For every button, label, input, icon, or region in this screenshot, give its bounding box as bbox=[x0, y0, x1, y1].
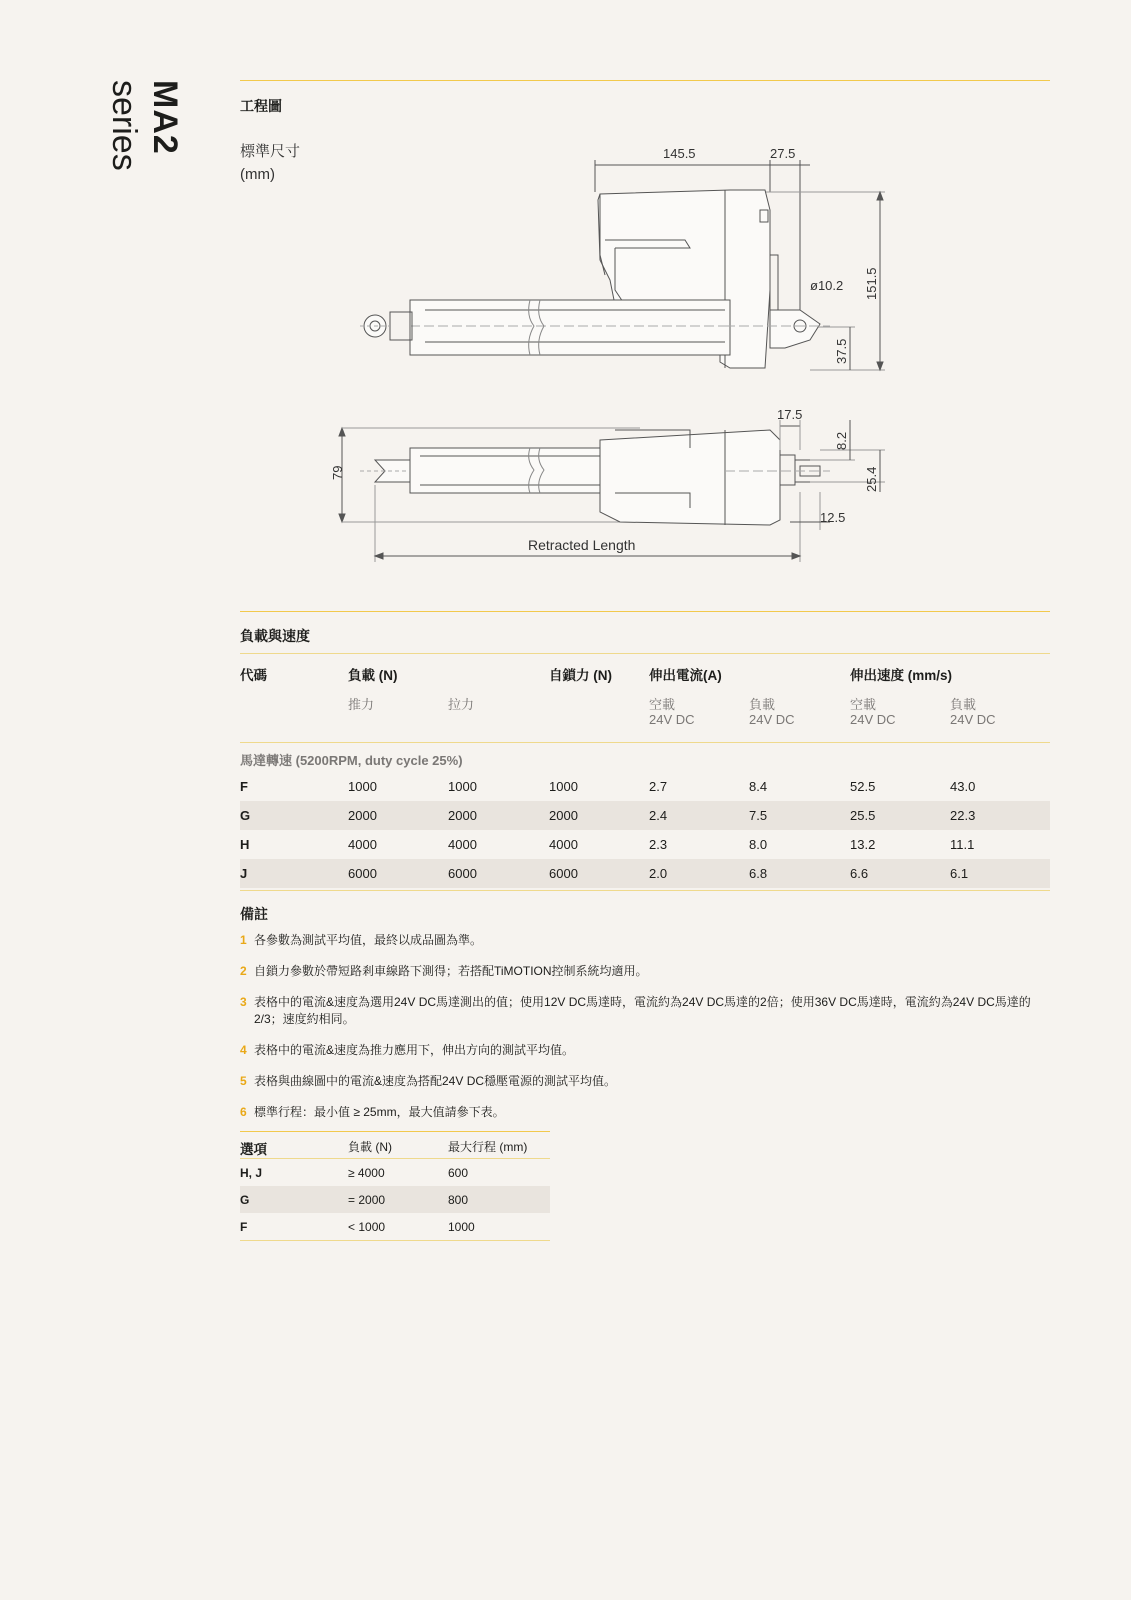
note-number: 1 bbox=[240, 933, 247, 947]
cell-pull: 6000 bbox=[448, 866, 477, 881]
header-voltage: 24V DC bbox=[749, 712, 795, 727]
cell-current-load: 7.5 bbox=[749, 808, 768, 823]
cell-current-load: 8.0 bbox=[749, 837, 768, 852]
notes-list bbox=[240, 932, 1050, 1135]
note-number: 2 bbox=[240, 964, 247, 978]
stroke-cell-load: = 2000 bbox=[348, 1193, 386, 1207]
cell-current-noload: 2.7 bbox=[649, 779, 668, 794]
cell-code: J bbox=[240, 866, 248, 881]
cell-push: 4000 bbox=[348, 837, 377, 852]
cell-lock: 2000 bbox=[549, 808, 578, 823]
dim-retracted: Retracted Length bbox=[528, 537, 636, 553]
header-voltage: 24V DC bbox=[649, 712, 695, 727]
dim-25: 25.4 bbox=[864, 466, 879, 492]
load-speed-title: 負載與速度 bbox=[240, 628, 310, 644]
stroke-cell-max: 800 bbox=[448, 1193, 469, 1207]
cell-speed-load: 11.1 bbox=[950, 837, 975, 852]
dim-8: 8.2 bbox=[834, 431, 849, 450]
cell-speed-noload: 25.5 bbox=[850, 808, 876, 823]
header-current-noload: 空載 bbox=[649, 697, 676, 712]
note-item bbox=[240, 932, 1050, 949]
note-text: 表格中的電流&速度為推力應用下，伸出方向的測試平均值。 bbox=[254, 1043, 575, 1057]
header-current: 伸出電流(A) bbox=[649, 668, 722, 683]
cell-push: 6000 bbox=[348, 866, 377, 881]
cell-current-noload: 2.0 bbox=[649, 866, 668, 881]
engineering-title: 工程圖 bbox=[240, 98, 282, 114]
table-rule bbox=[240, 653, 1050, 654]
cell-speed-noload: 6.6 bbox=[850, 866, 869, 881]
stroke-cell-load: < 1000 bbox=[348, 1220, 386, 1234]
stroke-cell-option: H, J bbox=[240, 1166, 263, 1180]
note-text: 表格與曲線圖中的電流&速度為搭配24V DC穩壓電源的測試平均值。 bbox=[254, 1074, 617, 1088]
motor-row bbox=[240, 743, 1050, 772]
cell-current-load: 6.8 bbox=[749, 866, 768, 881]
cell-speed-load: 6.1 bbox=[950, 866, 969, 881]
note-item bbox=[240, 1104, 1050, 1121]
cell-speed-noload: 13.2 bbox=[850, 837, 876, 852]
notes-title: 備註 bbox=[240, 906, 268, 922]
cell-speed-load: 22.3 bbox=[950, 808, 976, 823]
header-push: 推力 bbox=[348, 697, 375, 712]
table-rule bbox=[240, 890, 1050, 891]
header-self-lock: 自鎖力 (N) bbox=[549, 668, 612, 683]
stroke-cell-max: 600 bbox=[448, 1166, 469, 1180]
dim-10: ø10.2 bbox=[810, 278, 844, 293]
cell-code: F bbox=[240, 779, 248, 794]
table-row bbox=[240, 859, 1050, 888]
section-rule bbox=[240, 611, 1050, 612]
header-speed-load: 負載 bbox=[950, 697, 977, 712]
cell-lock: 6000 bbox=[549, 866, 578, 881]
dim-12: 12.5 bbox=[820, 510, 846, 525]
cell-speed-noload: 52.5 bbox=[850, 779, 876, 794]
stroke-row bbox=[240, 1159, 550, 1186]
table-row bbox=[240, 801, 1050, 830]
header-speed: 伸出速度 (mm/s) bbox=[850, 668, 953, 683]
note-text: 自鎖力參數於帶短路剎車線路下測得；若搭配TiMOTION控制系統均適用。 bbox=[254, 964, 648, 978]
note-number: 5 bbox=[240, 1074, 247, 1088]
cell-lock: 1000 bbox=[549, 779, 578, 794]
cell-push: 2000 bbox=[348, 808, 377, 823]
cell-lock: 4000 bbox=[549, 837, 578, 852]
table-row bbox=[240, 830, 1050, 859]
dim-151: 151.5 bbox=[864, 267, 879, 300]
cell-current-noload: 2.4 bbox=[649, 808, 668, 823]
table-voltage-row bbox=[240, 705, 1050, 734]
dim-17: 17.5 bbox=[777, 407, 803, 422]
header-load: 負載 (N) bbox=[348, 668, 398, 683]
engineering-drawing bbox=[330, 130, 910, 570]
header-pull: 拉力 bbox=[448, 697, 475, 712]
header-voltage: 24V DC bbox=[950, 712, 996, 727]
dim-79: 79 bbox=[330, 465, 345, 480]
table-header-row bbox=[240, 657, 1050, 686]
stroke-rule bbox=[240, 1240, 550, 1241]
motor-spec: 馬達轉速 (5200RPM, duty cycle 25%) bbox=[240, 753, 463, 768]
note-item bbox=[240, 1073, 1050, 1090]
note-text: 表格中的電流&速度為選用24V DC馬達測出的值；使用12V DC馬達時，電流約為24V DC馬達的2倍；使用36V DC馬達時，電流約為24V DC馬達的2/3；速度約相同。 bbox=[254, 995, 1031, 1026]
cell-speed-load: 43.0 bbox=[950, 779, 976, 794]
header-voltage: 24V DC bbox=[850, 712, 896, 727]
section-rule bbox=[240, 80, 1050, 81]
series-label: series bbox=[105, 80, 143, 171]
note-number: 6 bbox=[240, 1105, 247, 1119]
note-number: 3 bbox=[240, 995, 247, 1009]
cell-code: H bbox=[240, 837, 250, 852]
note-number: 4 bbox=[240, 1043, 247, 1057]
stroke-cell-option: F bbox=[240, 1220, 248, 1234]
series-tab bbox=[72, 80, 184, 190]
header-code: 代碼 bbox=[240, 668, 267, 683]
cell-push: 1000 bbox=[348, 779, 377, 794]
header-speed-noload: 空載 bbox=[850, 697, 877, 712]
note-item bbox=[240, 963, 1050, 980]
stroke-cell-load: ≥ 4000 bbox=[348, 1166, 385, 1180]
note-item bbox=[240, 1042, 1050, 1059]
note-item bbox=[240, 994, 1050, 1028]
cell-current-load: 8.4 bbox=[749, 779, 768, 794]
note-text: 標準行程：最小值 ≥ 25mm，最大值請參下表。 bbox=[254, 1105, 505, 1119]
cell-pull: 2000 bbox=[448, 808, 477, 823]
cell-pull: 4000 bbox=[448, 837, 477, 852]
stroke-header-max: 最大行程 (mm) bbox=[448, 1140, 528, 1154]
note-text: 各參數為測試平均值，最終以成品圖為準。 bbox=[254, 933, 483, 947]
table-row bbox=[240, 772, 1050, 801]
standard-dim-label: 標準尺寸 bbox=[240, 143, 301, 160]
dim-27: 27.5 bbox=[770, 146, 796, 161]
stroke-header-load: 負載 (N) bbox=[348, 1140, 392, 1154]
stroke-header-option: 選項 bbox=[240, 1142, 267, 1157]
stroke-cell-option: G bbox=[240, 1193, 250, 1207]
actuator-tube bbox=[410, 300, 730, 355]
model-name: MA2 bbox=[146, 80, 184, 155]
stroke-row bbox=[240, 1186, 550, 1213]
cell-code: G bbox=[240, 808, 251, 823]
stroke-row bbox=[240, 1213, 550, 1240]
header-current-load: 負載 bbox=[749, 697, 776, 712]
dim-145: 145.5 bbox=[663, 146, 696, 161]
stroke-cell-max: 1000 bbox=[448, 1220, 475, 1234]
unit-label: (mm) bbox=[240, 166, 275, 183]
cell-pull: 1000 bbox=[448, 779, 477, 794]
dim-37: 37.5 bbox=[834, 338, 849, 364]
cell-current-noload: 2.3 bbox=[649, 837, 668, 852]
stroke-header-row bbox=[240, 1131, 550, 1158]
